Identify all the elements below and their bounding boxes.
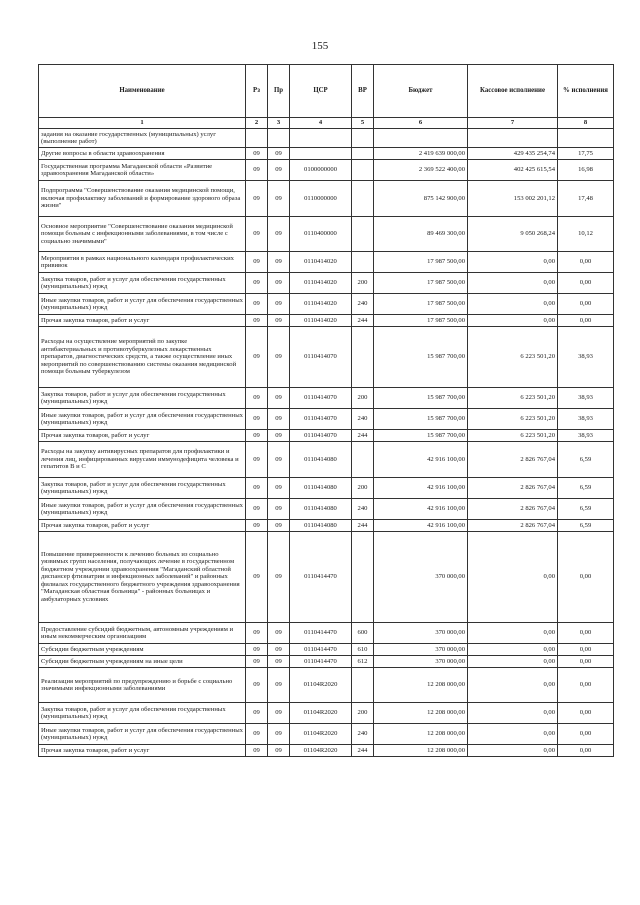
column-number: 3 <box>268 118 290 129</box>
cell-vr: 240 <box>352 294 374 315</box>
table-row <box>39 409 614 430</box>
column-number: 5 <box>352 118 374 129</box>
cell-name: Субсидии бюджетным учреждениям <box>39 644 246 656</box>
cell-budget: 42 916 100,00 <box>374 442 468 478</box>
cell-cash: 0,00 <box>468 315 558 327</box>
table-row <box>39 442 614 478</box>
cell-name: Расходы на осуществление мероприятий по закупке антибактериальных и противотуберкулезных лекарственных препаратов, диагностических средств, а также осуществление иных мероприятий по совершенствованию системы оказания медицинской помощи больным туберкулезом <box>39 327 246 388</box>
cell-vr: 244 <box>352 315 374 327</box>
table-row <box>39 388 614 409</box>
cell-csr: 0110414070 <box>290 388 352 409</box>
header-cash: Кассовое исполнение <box>468 65 558 118</box>
cell-name: Основное мероприятие "Совершенствование оказания медицинской помощи больным с инфекционными заболеваниями, в том числе с социально значимыми" <box>39 217 246 252</box>
cell-rz: 09 <box>246 656 268 668</box>
cell-csr: 01104R2020 <box>290 724 352 745</box>
cell-cash: 2 826 767,04 <box>468 520 558 532</box>
cell-name: Повышение приверженности к лечению больных из социально уязвимых групп населения, получающих лечение в государственном бюджетном учреждении здравоохранения "Магаданский областной диспансер фтизиатрии и инфекционных заболеваний" и районных филиалах государственного бюджетного учреждения здравоохранения "Магаданская областная больница" - районных больницах и амбулаторных условиях <box>39 532 246 623</box>
cell-name: задания на оказание государственных (муниципальных) услуг (выполнение работ) <box>39 129 246 148</box>
cell-budget: 15 987 700,00 <box>374 430 468 442</box>
table-row <box>39 160 614 181</box>
cell-csr: 0110414070 <box>290 327 352 388</box>
page-number: 155 <box>311 40 329 52</box>
cell-rz: 09 <box>246 294 268 315</box>
cell-vr: 240 <box>352 499 374 520</box>
cell-budget <box>374 129 468 148</box>
cell-pct: 0,00 <box>558 745 614 757</box>
cell-pct: 16,98 <box>558 160 614 181</box>
table-row <box>39 327 614 388</box>
cell-cash: 0,00 <box>468 668 558 703</box>
table-row <box>39 294 614 315</box>
cell-vr: 200 <box>352 388 374 409</box>
cell-budget: 15 987 700,00 <box>374 388 468 409</box>
cell-csr: 0110414470 <box>290 656 352 668</box>
table-row <box>39 252 614 273</box>
cell-csr <box>290 148 352 160</box>
table-row <box>39 623 614 644</box>
cell-rz: 09 <box>246 623 268 644</box>
header-csr: ЦСР <box>290 65 352 118</box>
table-header-row <box>39 65 614 118</box>
cell-csr: 0110414080 <box>290 478 352 499</box>
cell-csr: 0110414070 <box>290 430 352 442</box>
cell-cash: 2 826 767,04 <box>468 442 558 478</box>
table-row <box>39 273 614 294</box>
cell-cash <box>468 129 558 148</box>
cell-budget: 12 208 000,00 <box>374 724 468 745</box>
cell-csr: 0110414020 <box>290 294 352 315</box>
cell-budget: 12 208 000,00 <box>374 668 468 703</box>
cell-budget: 89 469 300,00 <box>374 217 468 252</box>
cell-cash: 0,00 <box>468 294 558 315</box>
cell-pr: 09 <box>268 315 290 327</box>
cell-csr: 0110414470 <box>290 532 352 623</box>
cell-pct: 0,00 <box>558 252 614 273</box>
cell-name: Прочая закупка товаров, работ и услуг <box>39 520 246 532</box>
cell-rz: 09 <box>246 644 268 656</box>
cell-vr <box>352 181 374 217</box>
cell-pct: 0,00 <box>558 644 614 656</box>
cell-csr: 0110414020 <box>290 252 352 273</box>
cell-pct: 0,00 <box>558 294 614 315</box>
cell-csr: 0110414470 <box>290 644 352 656</box>
table-row <box>39 478 614 499</box>
cell-vr: 244 <box>352 745 374 757</box>
cell-pct: 17,48 <box>558 181 614 217</box>
cell-budget: 12 208 000,00 <box>374 703 468 724</box>
cell-pr: 09 <box>268 532 290 623</box>
cell-pct: 6,59 <box>558 499 614 520</box>
cell-rz: 09 <box>246 252 268 273</box>
column-number: 7 <box>468 118 558 129</box>
cell-vr <box>352 252 374 273</box>
cell-rz: 09 <box>246 745 268 757</box>
cell-vr <box>352 160 374 181</box>
cell-budget: 2 369 522 400,00 <box>374 160 468 181</box>
cell-pr: 09 <box>268 252 290 273</box>
cell-pr: 09 <box>268 430 290 442</box>
header-pct: % исполнения <box>558 65 614 118</box>
cell-pct <box>558 129 614 148</box>
cell-pct: 0,00 <box>558 532 614 623</box>
table-row <box>39 430 614 442</box>
cell-cash: 0,00 <box>468 745 558 757</box>
header-pr: Пр <box>268 65 290 118</box>
cell-vr <box>352 442 374 478</box>
table-row <box>39 315 614 327</box>
cell-budget: 370 000,00 <box>374 644 468 656</box>
cell-rz: 09 <box>246 160 268 181</box>
cell-pct: 0,00 <box>558 668 614 703</box>
cell-csr: 0110414080 <box>290 442 352 478</box>
header-rz: Рз <box>246 65 268 118</box>
cell-rz: 09 <box>246 430 268 442</box>
cell-csr: 0110000000 <box>290 181 352 217</box>
cell-vr <box>352 129 374 148</box>
cell-cash: 402 425 615,54 <box>468 160 558 181</box>
cell-vr: 612 <box>352 656 374 668</box>
cell-rz: 09 <box>246 181 268 217</box>
cell-csr: 0110400000 <box>290 217 352 252</box>
cell-rz: 09 <box>246 442 268 478</box>
cell-rz: 09 <box>246 724 268 745</box>
column-number: 8 <box>558 118 614 129</box>
table-row <box>39 499 614 520</box>
cell-cash: 153 002 201,12 <box>468 181 558 217</box>
cell-rz: 09 <box>246 217 268 252</box>
cell-rz: 09 <box>246 520 268 532</box>
cell-csr: 0100000000 <box>290 160 352 181</box>
cell-pct: 6,59 <box>558 442 614 478</box>
cell-cash: 6 223 501,20 <box>468 388 558 409</box>
cell-rz: 09 <box>246 388 268 409</box>
cell-budget: 17 987 500,00 <box>374 252 468 273</box>
cell-pr: 09 <box>268 148 290 160</box>
cell-budget: 370 000,00 <box>374 623 468 644</box>
cell-rz: 09 <box>246 532 268 623</box>
cell-cash: 6 223 501,20 <box>468 430 558 442</box>
cell-vr <box>352 668 374 703</box>
cell-rz: 09 <box>246 315 268 327</box>
cell-pr: 09 <box>268 294 290 315</box>
cell-pr: 09 <box>268 668 290 703</box>
table-row <box>39 520 614 532</box>
cell-name: Иные закупки товаров, работ и услуг для обеспечения государственных (муниципальных) нужд <box>39 724 246 745</box>
cell-cash: 0,00 <box>468 623 558 644</box>
cell-rz: 09 <box>246 327 268 388</box>
cell-pct: 17,75 <box>558 148 614 160</box>
cell-vr: 600 <box>352 623 374 644</box>
table-row <box>39 129 614 148</box>
cell-pr: 09 <box>268 703 290 724</box>
cell-name: Иные закупки товаров, работ и услуг для обеспечения государственных (муниципальных) нужд <box>39 499 246 520</box>
header-vr: ВР <box>352 65 374 118</box>
cell-csr <box>290 129 352 148</box>
cell-name: Реализация мероприятий по предупреждению и борьбе с социально значимыми инфекционными заболеваниями <box>39 668 246 703</box>
cell-name: Субсидии бюджетным учреждениям на иные цели <box>39 656 246 668</box>
cell-pr: 09 <box>268 181 290 217</box>
cell-pct: 0,00 <box>558 623 614 644</box>
cell-cash: 2 826 767,04 <box>468 478 558 499</box>
cell-cash: 0,00 <box>468 252 558 273</box>
header-name: Наименование <box>39 65 246 118</box>
cell-budget: 17 987 500,00 <box>374 294 468 315</box>
column-number: 4 <box>290 118 352 129</box>
table-row <box>39 148 614 160</box>
cell-budget: 875 142 900,00 <box>374 181 468 217</box>
column-number: 6 <box>374 118 468 129</box>
cell-pct: 0,00 <box>558 703 614 724</box>
cell-cash: 6 223 501,20 <box>468 409 558 430</box>
cell-name: Закупка товаров, работ и услуг для обеспечения государственных (муниципальных) нужд <box>39 273 246 294</box>
cell-pr: 09 <box>268 724 290 745</box>
cell-pr: 09 <box>268 273 290 294</box>
cell-name: Закупка товаров, работ и услуг для обеспечения государственных (муниципальных) нужд <box>39 388 246 409</box>
cell-name: Государственная программа Магаданской области «Развитие здравоохранения Магаданской области» <box>39 160 246 181</box>
table-row <box>39 181 614 217</box>
cell-cash: 0,00 <box>468 644 558 656</box>
cell-csr: 01104R2020 <box>290 668 352 703</box>
cell-pct: 38,93 <box>558 409 614 430</box>
cell-vr <box>352 148 374 160</box>
column-number: 2 <box>246 118 268 129</box>
cell-csr: 01104R2020 <box>290 703 352 724</box>
cell-budget: 42 916 100,00 <box>374 478 468 499</box>
cell-csr: 0110414020 <box>290 273 352 294</box>
cell-name: Прочая закупка товаров, работ и услуг <box>39 745 246 757</box>
cell-pct: 6,59 <box>558 520 614 532</box>
cell-pr: 09 <box>268 217 290 252</box>
cell-pr: 09 <box>268 644 290 656</box>
cell-pr: 09 <box>268 745 290 757</box>
budget-execution-table <box>38 64 614 757</box>
table-row <box>39 656 614 668</box>
cell-rz: 09 <box>246 703 268 724</box>
cell-cash: 429 435 254,74 <box>468 148 558 160</box>
cell-budget: 12 208 000,00 <box>374 745 468 757</box>
cell-cash: 0,00 <box>468 703 558 724</box>
cell-pct: 38,93 <box>558 430 614 442</box>
table-row <box>39 703 614 724</box>
table-row <box>39 217 614 252</box>
cell-name: Подпрограмма "Совершенствование оказания медицинской помощи, включая профилактику заболеваний и формирование здорового образа жизни" <box>39 181 246 217</box>
cell-vr: 244 <box>352 520 374 532</box>
header-budget: Бюджет <box>374 65 468 118</box>
cell-pct: 0,00 <box>558 315 614 327</box>
cell-vr: 240 <box>352 409 374 430</box>
cell-pct: 38,93 <box>558 388 614 409</box>
cell-pr: 09 <box>268 478 290 499</box>
cell-name: Закупка товаров, работ и услуг для обеспечения государственных (муниципальных) нужд <box>39 478 246 499</box>
cell-cash: 0,00 <box>468 273 558 294</box>
column-number: 1 <box>39 118 246 129</box>
cell-vr: 200 <box>352 703 374 724</box>
cell-pr: 09 <box>268 623 290 644</box>
cell-pr: 09 <box>268 520 290 532</box>
cell-pct: 10,12 <box>558 217 614 252</box>
cell-rz: 09 <box>246 409 268 430</box>
cell-cash: 9 050 268,24 <box>468 217 558 252</box>
cell-vr: 200 <box>352 478 374 499</box>
table-row <box>39 724 614 745</box>
cell-cash: 2 826 767,04 <box>468 499 558 520</box>
cell-name: Иные закупки товаров, работ и услуг для обеспечения государственных (муниципальных) нужд <box>39 409 246 430</box>
cell-pct: 38,93 <box>558 327 614 388</box>
table-row <box>39 668 614 703</box>
cell-budget: 15 987 700,00 <box>374 327 468 388</box>
cell-budget: 42 916 100,00 <box>374 520 468 532</box>
cell-pct: 0,00 <box>558 273 614 294</box>
cell-pr: 09 <box>268 409 290 430</box>
cell-name: Иные закупки товаров, работ и услуг для обеспечения государственных (муниципальных) нужд <box>39 294 246 315</box>
cell-budget: 17 987 500,00 <box>374 315 468 327</box>
cell-vr: 244 <box>352 430 374 442</box>
cell-csr: 0110414080 <box>290 520 352 532</box>
cell-budget: 15 987 700,00 <box>374 409 468 430</box>
cell-budget: 17 987 500,00 <box>374 273 468 294</box>
cell-cash: 6 223 501,20 <box>468 327 558 388</box>
cell-pr: 09 <box>268 160 290 181</box>
cell-csr: 0110414070 <box>290 409 352 430</box>
table-row <box>39 745 614 757</box>
table-body <box>39 129 614 757</box>
cell-name: Другие вопросы в области здравоохранения <box>39 148 246 160</box>
cell-csr: 0110414080 <box>290 499 352 520</box>
cell-vr <box>352 217 374 252</box>
cell-pct: 6,59 <box>558 478 614 499</box>
cell-pct: 0,00 <box>558 656 614 668</box>
cell-pr: 09 <box>268 327 290 388</box>
cell-rz: 09 <box>246 148 268 160</box>
cell-pr: 09 <box>268 499 290 520</box>
cell-budget: 370 000,00 <box>374 656 468 668</box>
cell-csr: 0110414020 <box>290 315 352 327</box>
cell-vr <box>352 532 374 623</box>
cell-pr <box>268 129 290 148</box>
cell-pr: 09 <box>268 656 290 668</box>
cell-cash: 0,00 <box>468 656 558 668</box>
table-row <box>39 532 614 623</box>
cell-cash: 0,00 <box>468 532 558 623</box>
cell-pct: 0,00 <box>558 724 614 745</box>
cell-rz: 09 <box>246 668 268 703</box>
cell-name: Мероприятия в рамках национального календаря профилактических прививок <box>39 252 246 273</box>
cell-pr: 09 <box>268 388 290 409</box>
cell-rz: 09 <box>246 478 268 499</box>
cell-budget: 42 916 100,00 <box>374 499 468 520</box>
cell-name: Прочая закупка товаров, работ и услуг <box>39 430 246 442</box>
cell-budget: 370 000,00 <box>374 532 468 623</box>
cell-rz <box>246 129 268 148</box>
cell-budget: 2 419 639 000,00 <box>374 148 468 160</box>
cell-pr: 09 <box>268 442 290 478</box>
cell-rz: 09 <box>246 273 268 294</box>
column-number-row <box>39 118 614 129</box>
cell-rz: 09 <box>246 499 268 520</box>
cell-csr: 0110414470 <box>290 623 352 644</box>
cell-name: Расходы на закупку антивирусных препаратов для профилактики и лечения лиц, инфицированных вирусами иммунодефицита человека и гепатитов В и С <box>39 442 246 478</box>
cell-vr <box>352 327 374 388</box>
cell-name: Прочая закупка товаров, работ и услуг <box>39 315 246 327</box>
cell-cash: 0,00 <box>468 724 558 745</box>
cell-vr: 200 <box>352 273 374 294</box>
cell-name: Закупка товаров, работ и услуг для обеспечения государственных (муниципальных) нужд <box>39 703 246 724</box>
cell-vr: 240 <box>352 724 374 745</box>
cell-name: Предоставление субсидий бюджетным, автономным учреждениям и иным некоммерческим организациям <box>39 623 246 644</box>
table-row <box>39 644 614 656</box>
cell-vr: 610 <box>352 644 374 656</box>
cell-csr: 01104R2020 <box>290 745 352 757</box>
